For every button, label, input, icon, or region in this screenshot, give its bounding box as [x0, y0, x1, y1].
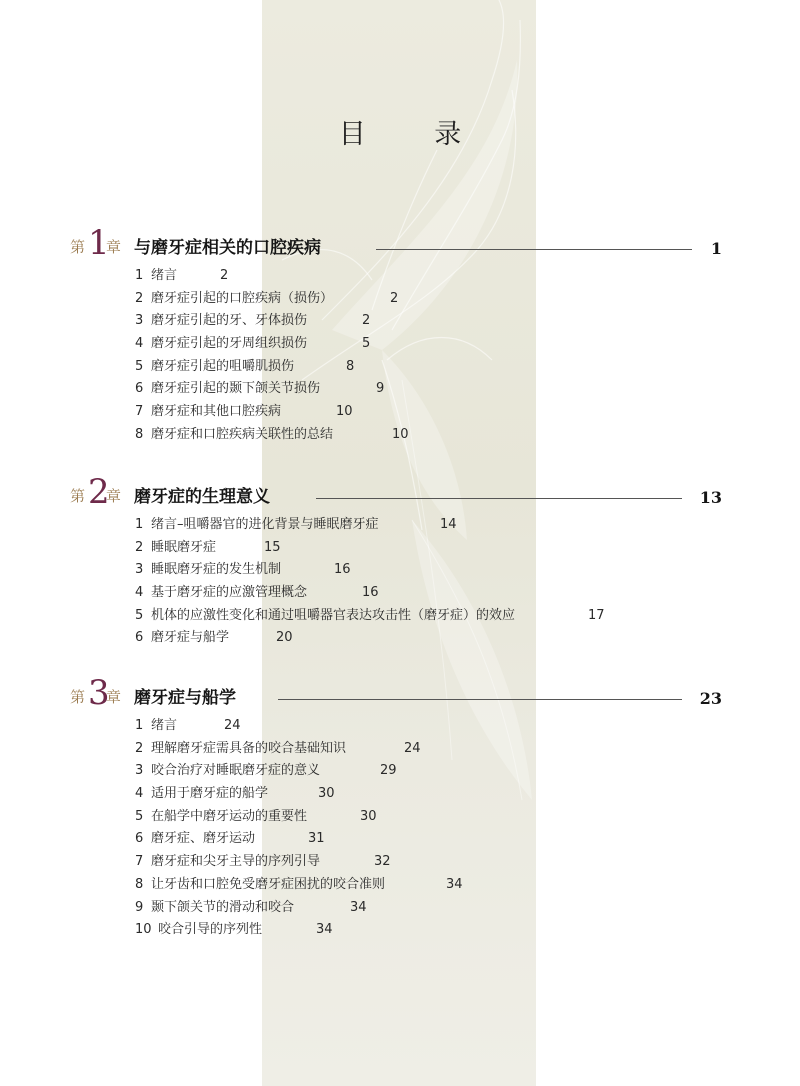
entry-number: 7 — [135, 404, 144, 420]
entry-number: 6 — [135, 381, 144, 397]
toc-entry[interactable] — [0, 378, 800, 401]
entry-title: 磨牙症引起的咀嚼肌损伤 — [151, 358, 295, 374]
entry-page-number: 29 — [380, 763, 397, 779]
toc-entry[interactable] — [0, 783, 800, 806]
section-list — [0, 514, 800, 650]
entry-title: 磨牙症引起的牙周组织损伤 — [151, 336, 308, 352]
entry-page-number: 10 — [336, 404, 353, 420]
entry-title: 磨牙症、磨牙运动 — [151, 831, 256, 847]
chapter-rule — [278, 699, 682, 700]
entry-page-number: 30 — [318, 786, 335, 802]
entry-number: 4 — [135, 786, 144, 802]
entry-page-number: 5 — [362, 336, 371, 352]
entry-page-number: 2 — [220, 268, 229, 283]
chapter-heading[interactable] — [0, 673, 800, 713]
toc-entry[interactable] — [0, 333, 800, 356]
entry-number: 6 — [135, 630, 144, 646]
toc-entry[interactable] — [0, 919, 800, 942]
toc-entry[interactable] — [0, 424, 800, 447]
toc-entry[interactable] — [0, 874, 800, 897]
page-title: 目 录 — [338, 119, 492, 150]
chapter-prefix: 第 — [70, 487, 86, 505]
chapter-suffix: 章 — [106, 238, 122, 256]
entry-number: 10 — [135, 922, 152, 938]
entry-number: 5 — [135, 607, 144, 623]
entry-page-number: 34 — [446, 876, 463, 892]
chapter-prefix: 第 — [70, 238, 86, 256]
entry-number: 6 — [135, 831, 144, 847]
chapter-prefix: 第 — [70, 688, 86, 706]
toc-entry[interactable] — [0, 401, 800, 424]
toc-entry[interactable] — [0, 537, 800, 560]
chapter-page-number: 1 — [710, 239, 722, 258]
toc-entry[interactable] — [0, 559, 800, 582]
entry-page-number: 24 — [224, 718, 241, 733]
chapter-rule — [376, 249, 692, 250]
entry-number: 8 — [135, 426, 144, 442]
toc-entry[interactable] — [0, 582, 800, 605]
entry-page-number: 31 — [308, 831, 325, 847]
toc-entry[interactable] — [0, 897, 800, 920]
entry-title: 绪言–咀嚼器官的进化背景与睡眠磨牙症 — [151, 517, 379, 532]
toc-entry[interactable] — [0, 265, 800, 288]
entry-title: 睡眠磨牙症 — [151, 539, 217, 555]
entry-page-number: 2 — [390, 290, 399, 306]
entry-title: 磨牙症和尖牙主导的序列引导 — [151, 854, 321, 870]
entry-page-number: 10 — [392, 426, 409, 442]
chapter-section — [0, 675, 800, 942]
entry-number: 2 — [135, 740, 144, 756]
chapter-heading[interactable] — [0, 223, 800, 263]
entry-number: 8 — [135, 876, 144, 892]
entry-title: 适用于磨牙症的船学 — [151, 786, 269, 802]
entry-number: 1 — [135, 517, 144, 532]
entry-page-number: 8 — [346, 358, 355, 374]
entry-number: 5 — [135, 808, 144, 824]
chapter-heading[interactable] — [0, 472, 800, 512]
toc-entry[interactable] — [0, 627, 800, 650]
chapter-section — [0, 225, 800, 447]
entry-title: 磨牙症引起的颞下颌关节损伤 — [151, 381, 321, 397]
entry-number: 3 — [135, 313, 144, 329]
chapter-page-number: 13 — [699, 488, 722, 507]
entry-title: 在船学中磨牙运动的重要性 — [151, 808, 308, 824]
toc-entry[interactable] — [0, 514, 800, 537]
chapter-suffix: 章 — [106, 688, 122, 706]
entry-title: 咬合引导的序列性 — [158, 922, 263, 938]
entry-number: 7 — [135, 854, 144, 870]
chapter-title: 磨牙症与船学 — [134, 688, 236, 708]
entry-page-number: 30 — [360, 808, 377, 824]
entry-number: 1 — [135, 268, 144, 283]
entry-title: 绪言 — [151, 718, 178, 733]
chapter-rule — [316, 498, 682, 499]
entry-number: 4 — [135, 585, 144, 601]
entry-number: 9 — [135, 899, 144, 915]
toc-entry[interactable] — [0, 288, 800, 311]
chapter-number: 1 — [88, 223, 110, 263]
toc-entry[interactable] — [0, 605, 800, 628]
entry-title: 磨牙症与船学 — [151, 630, 230, 646]
entry-page-number: 34 — [350, 899, 367, 915]
toc-entry[interactable] — [0, 738, 800, 761]
entry-title: 基于磨牙症的应激管理概念 — [151, 585, 308, 601]
toc-entry[interactable] — [0, 356, 800, 379]
entry-number: 5 — [135, 358, 144, 374]
entry-title: 绪言 — [151, 268, 178, 283]
toc-entry[interactable] — [0, 310, 800, 333]
chapter-number: 3 — [88, 673, 110, 713]
toc-entry[interactable] — [0, 851, 800, 874]
entry-number: 4 — [135, 336, 144, 352]
chapter-suffix: 章 — [106, 487, 122, 505]
toc-entry[interactable] — [0, 760, 800, 783]
entry-number: 2 — [135, 290, 144, 306]
entry-page-number: 14 — [440, 517, 457, 532]
chapter-title: 磨牙症的生理意义 — [134, 487, 270, 507]
entry-title: 颞下颌关节的滑动和咬合 — [151, 899, 295, 915]
entry-number: 1 — [135, 718, 144, 733]
entry-page-number: 17 — [588, 607, 605, 623]
chapter-title: 与磨牙症相关的口腔疾病 — [134, 238, 321, 258]
entry-title: 让牙齿和口腔免受磨牙症困扰的咬合准则 — [151, 876, 386, 892]
entry-page-number: 34 — [316, 922, 333, 938]
chapter-page-number: 23 — [699, 689, 722, 708]
entry-page-number: 15 — [264, 539, 281, 555]
entry-title: 磨牙症引起的牙、牙体损伤 — [151, 313, 308, 329]
entry-title: 咬合治疗对睡眠磨牙症的意义 — [151, 763, 321, 779]
entry-number: 3 — [135, 562, 144, 578]
entry-number: 2 — [135, 539, 144, 555]
entry-title: 磨牙症和口腔疾病关联性的总结 — [151, 426, 334, 442]
entry-title: 理解磨牙症需具备的咬合基础知识 — [151, 740, 347, 756]
entry-page-number: 24 — [404, 740, 421, 756]
toc-entry[interactable] — [0, 715, 800, 738]
chapter-section — [0, 474, 800, 650]
entry-page-number: 32 — [374, 854, 391, 870]
toc-entry[interactable] — [0, 806, 800, 829]
entry-title: 磨牙症和其他口腔疾病 — [151, 404, 282, 420]
entry-page-number: 9 — [376, 381, 385, 397]
entry-title: 睡眠磨牙症的发生机制 — [151, 562, 282, 578]
chapter-number: 2 — [88, 472, 110, 512]
entry-title: 机体的应激性变化和通过咀嚼器官表达攻击性（磨牙症）的效应 — [151, 607, 516, 623]
section-list — [0, 715, 800, 942]
entry-title: 磨牙症引起的口腔疾病（损伤） — [151, 290, 334, 306]
section-list — [0, 265, 800, 447]
entry-page-number: 20 — [276, 630, 293, 646]
entry-page-number: 16 — [362, 585, 379, 601]
entry-page-number: 2 — [362, 313, 371, 329]
toc-entry[interactable] — [0, 828, 800, 851]
entry-page-number: 16 — [334, 562, 351, 578]
entry-number: 3 — [135, 763, 144, 779]
